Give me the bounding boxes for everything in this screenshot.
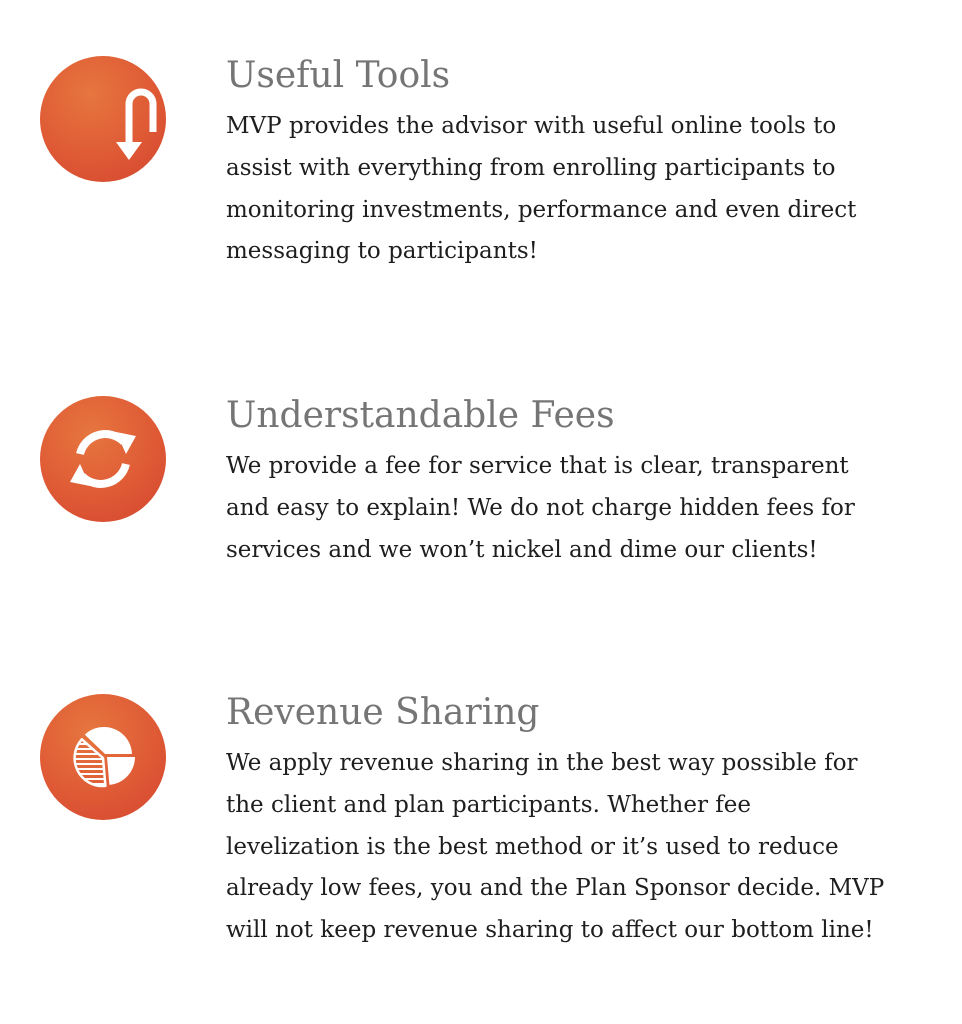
feature-title: Useful Tools <box>226 55 451 96</box>
feature-title: Understandable Fees <box>226 395 615 436</box>
feature-title: Revenue Sharing <box>226 692 540 733</box>
feature-description: We apply revenue sharing in the best way possible for the client and plan participants. Whether fee levelization is the best method or it’s used to reduce already low fees, you and the Plan Sponsor decide. MVP will not keep revenue sharing to affect our bottom line! <box>226 750 885 944</box>
refresh-arrows-icon <box>40 396 166 522</box>
feature-description: MVP provides the advisor with useful online tools to assist with everything from enrolling participants to monitoring investments, performance and even direct messaging to participants! <box>226 113 857 265</box>
u-turn-arrow-icon <box>40 56 166 182</box>
pie-chart-icon <box>40 694 166 820</box>
feature-description: We provide a fee for service that is clear, transparent and easy to explain! We do not charge hidden fees for services and we won’t nickel and dime our clients! <box>226 453 855 563</box>
